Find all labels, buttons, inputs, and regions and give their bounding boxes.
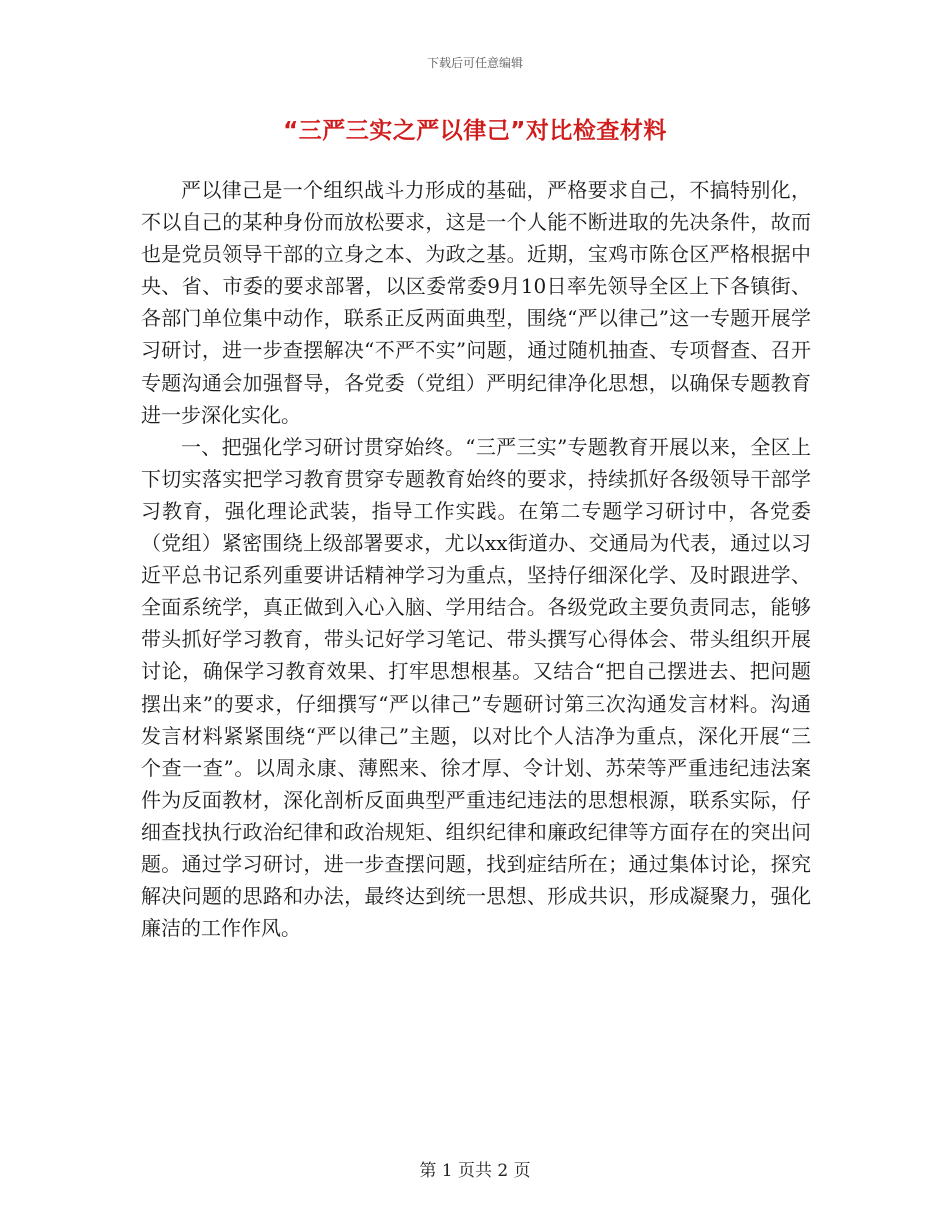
paragraph-section-one: 一、把强化学习研讨贯穿始终。“三严三实”专题教育开展以来，全区上下切实落实把学习教育贯穿专题教育始终的要求，持续抓好各级领导干部学习教育，强化理论武装，指导工作实践。在第二专题学习研讨中，各党委（党组）紧密围绕上级部署要求，尤以xx街道办、交通局为代表，通过以习近平总书记系列重要讲话精神学习为重点，坚持仔细深化学、及时跟进学、全面系统学，真正做到入心入脑、学用结合。各级党政主要负责同志，能够带头抓好学习教育，带头记好学习笔记、带头撰写心得体会、带头组织开展讨论，确保学习教育效果、打牢思想根基。又结合“把自己摆进去、把问题摆出来”的要求，仔细撰写“严以律己”专题研讨第三次沟通发言材料。沟通发言材料紧紧围绕“严以律己”主题，以对比个人洁净为重点，深化开展“三个查一查”。以周永康、薄熙来、徐才厚、令计划、苏荣等严重违纪违法案件为反面教材，深化剖析反面典型严重违纪违法的思想根源，联系实际，仔细查找执行政治纪律和政治规矩、组织纪律和廉政纪律等方面存在的突出问题。通过学习研讨，进一步查摆问题，找到症结所在；通过集体讨论，探究解决问题的思路和办法，最终达到统一思想、形成共识，形成凝聚力，强化廉洁的工作作风。 [141, 434, 811, 941]
header-note: 下载后可任意编辑 [426, 56, 523, 70]
document-title: “三严三实之严以律己”对比检查材料 [283, 118, 667, 144]
document-body [141, 174, 811, 944]
paragraph-intro: 严以律己是一个组织战斗力形成的基础，严格要求自己，不搞特别化，不以自己的某种身份而放松要求，这是一个人能不断进取的先决条件，故而也是党员领导干部的立身之本、为政之基。近期，宝鸡市陈仓区严格根据中央、省、市委的要求部署，以区委常委9月10日率先领导全区上下各镇街、各部门单位集中动作，联系正反两面典型，围绕“严以律己”这一专题开展学习研讨，进一步查摆解决“不严不实”问题，通过随机抽查、专项督查、召开专题沟通会加强督导，各党委（党组）严明纪律净化思想，以确保专题教育进一步深化实化。 [141, 178, 811, 427]
page-number: 第 1 页共 2 页 [419, 1161, 531, 1181]
